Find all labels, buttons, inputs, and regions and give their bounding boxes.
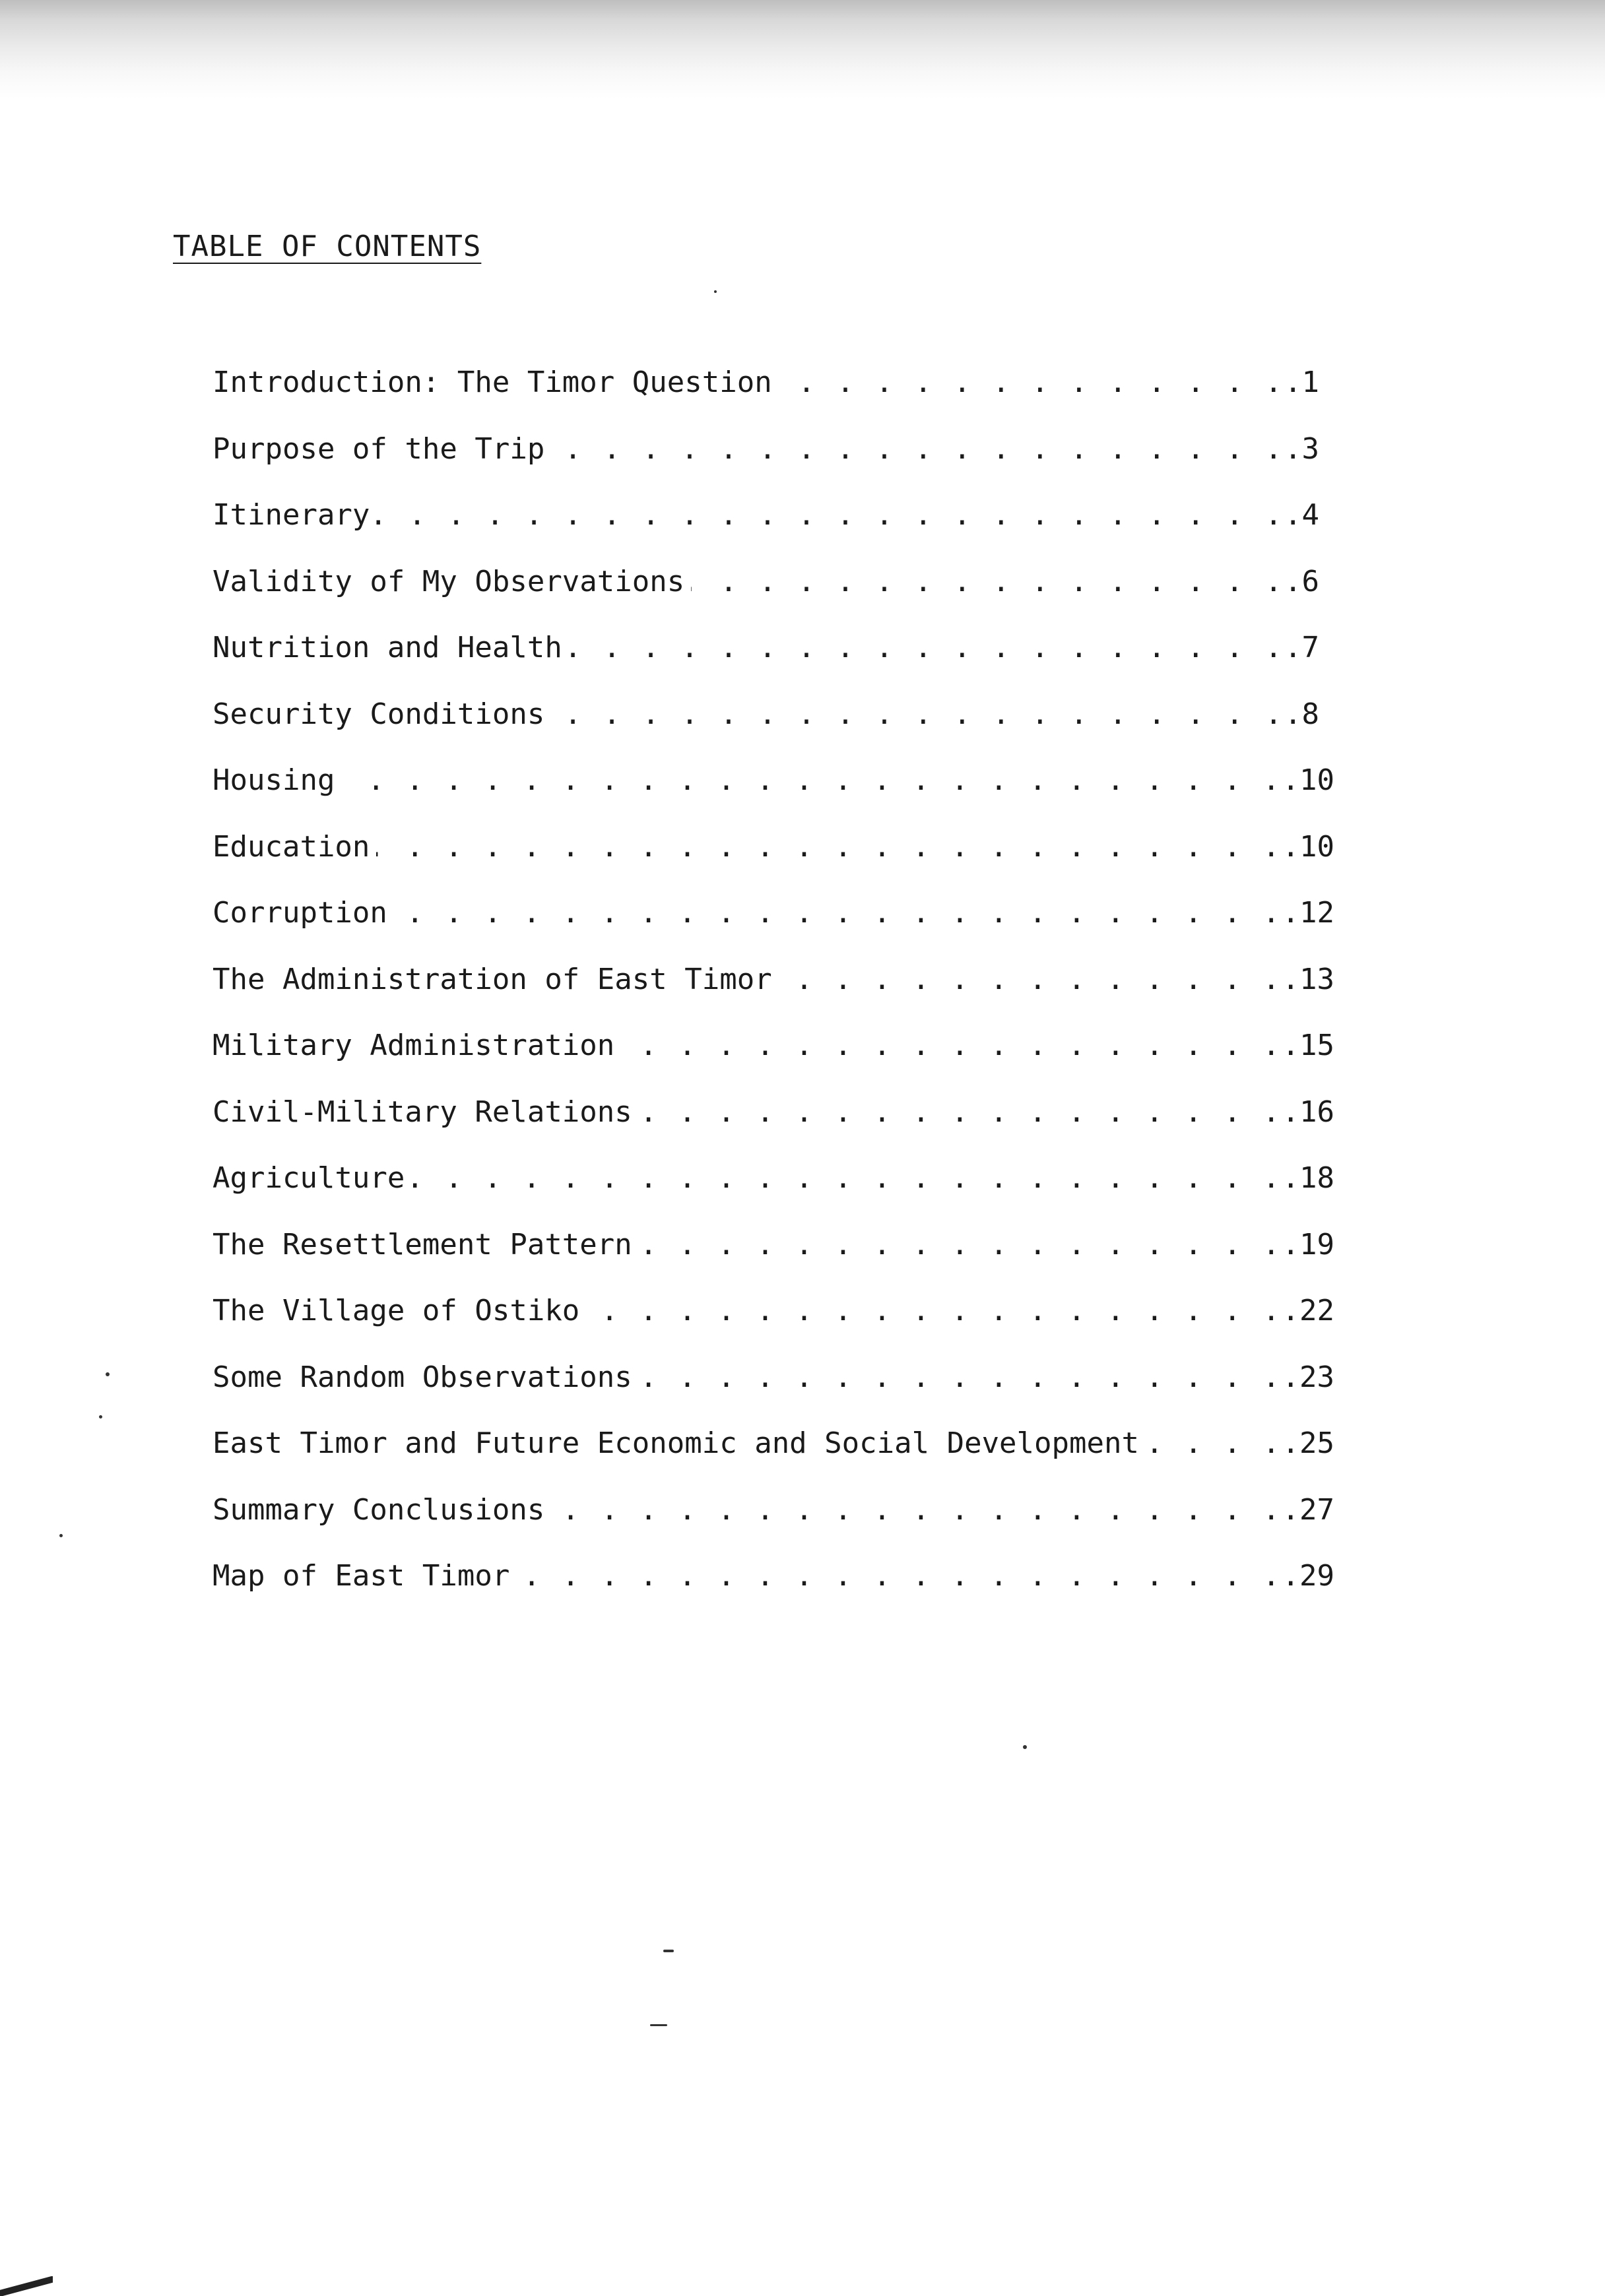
toc-entry-page: .4 — [1284, 498, 1319, 532]
toc-entry — [213, 1489, 1334, 1556]
toc-entry — [213, 494, 1334, 561]
dot-leader — [376, 826, 1282, 868]
toc-entry-title: Summary Conclusions — [213, 1492, 545, 1527]
scan-speck — [1023, 1745, 1027, 1749]
toc-entry-title: The Administration of East Timor — [213, 962, 772, 996]
toc-entry-title: The Resettlement Pattern — [213, 1227, 632, 1261]
toc-entry-page: .16 — [1282, 1095, 1334, 1129]
dot-leader — [639, 1091, 1282, 1133]
toc-entry-page: .1 — [1284, 366, 1319, 399]
toc-entry-page: .10 — [1282, 829, 1334, 864]
table-of-contents — [213, 362, 1334, 1622]
toc-entry-title: Some Random Observations — [213, 1360, 632, 1394]
toc-entry — [213, 759, 1334, 826]
dot-leader — [621, 1025, 1282, 1067]
toc-entry — [213, 1356, 1334, 1423]
toc-entry-page: .13 — [1282, 962, 1334, 996]
toc-entry — [213, 959, 1334, 1025]
dot-leader — [691, 561, 1284, 603]
toc-entry — [213, 428, 1334, 495]
toc-entry-title: East Timor and Future Economic and Social Development — [213, 1426, 1139, 1460]
scan-speck — [663, 1950, 674, 1952]
toc-entry — [213, 1091, 1334, 1158]
corner-mark — [0, 2276, 53, 2296]
dot-leader — [341, 759, 1282, 802]
dot-leader — [516, 1555, 1282, 1597]
toc-entry — [213, 627, 1334, 693]
toc-entry-title: Military Administration — [213, 1029, 615, 1062]
toc-entry-title: Civil-Military Relations — [213, 1095, 632, 1129]
page-title: TABLE OF CONTENTS — [173, 230, 482, 263]
toc-entry-page: .6 — [1284, 564, 1319, 598]
scan-shadow — [0, 0, 1605, 99]
toc-entry-title: The Village of Ostiko — [213, 1294, 580, 1327]
dot-leader — [1146, 1422, 1282, 1465]
toc-entry — [213, 1224, 1334, 1291]
dot-leader — [376, 494, 1284, 536]
toc-entry-page: .18 — [1282, 1161, 1334, 1195]
toc-entry-title: Agriculture — [213, 1161, 405, 1195]
dot-leader — [586, 1290, 1282, 1332]
toc-entry-title: Validity of My Observations — [213, 564, 685, 598]
toc-entry-title: Corruption — [213, 896, 387, 930]
scan-speck — [106, 1372, 110, 1376]
dot-leader — [551, 1489, 1282, 1531]
toc-entry — [213, 1025, 1334, 1091]
dot-leader — [394, 892, 1282, 934]
dot-leader — [569, 627, 1284, 669]
toc-entry-page: .27 — [1282, 1492, 1334, 1527]
dot-leader — [779, 362, 1284, 404]
toc-entry — [213, 693, 1334, 760]
dot-leader — [551, 428, 1284, 470]
scan-speck — [99, 1415, 102, 1419]
scan-speck — [650, 2024, 667, 2026]
scan-speck — [59, 1534, 63, 1537]
toc-entry-page: .22 — [1282, 1294, 1334, 1327]
toc-entry-page: .3 — [1284, 431, 1319, 466]
toc-entry — [213, 362, 1334, 428]
toc-entry-page: .8 — [1284, 697, 1319, 731]
dot-leader — [551, 693, 1284, 736]
dot-leader — [639, 1224, 1282, 1266]
toc-entry-title: Nutrition and Health — [213, 631, 562, 664]
toc-entry-page: .23 — [1282, 1360, 1334, 1394]
toc-entry-page: .10 — [1282, 763, 1334, 797]
dot-leader — [411, 1157, 1282, 1199]
dot-leader — [779, 959, 1282, 1001]
toc-entry — [213, 1157, 1334, 1224]
toc-entry — [213, 561, 1334, 627]
toc-entry — [213, 1555, 1334, 1622]
toc-entry-title: Map of East Timor — [213, 1559, 510, 1593]
toc-entry-page: .19 — [1282, 1227, 1334, 1261]
toc-entry-title: Itinerary — [213, 498, 370, 532]
toc-entry — [213, 892, 1334, 959]
toc-entry-page: .25 — [1282, 1426, 1334, 1460]
toc-entry-page: .7 — [1284, 631, 1319, 664]
toc-entry-page: .15 — [1282, 1029, 1334, 1062]
toc-entry-page: .12 — [1282, 896, 1334, 930]
toc-entry-title: Housing — [213, 763, 335, 797]
toc-entry-title: Introduction: The Timor Question — [213, 366, 772, 399]
toc-entry-title: Education — [213, 829, 370, 864]
toc-entry-page: .29 — [1282, 1559, 1334, 1593]
toc-entry-title: Security Conditions — [213, 697, 545, 731]
toc-entry — [213, 1422, 1334, 1489]
toc-entry — [213, 1290, 1334, 1356]
scan-speck — [714, 290, 717, 293]
toc-entry-title: Purpose of the Trip — [213, 431, 545, 466]
dot-leader — [639, 1356, 1282, 1399]
toc-entry — [213, 826, 1334, 893]
